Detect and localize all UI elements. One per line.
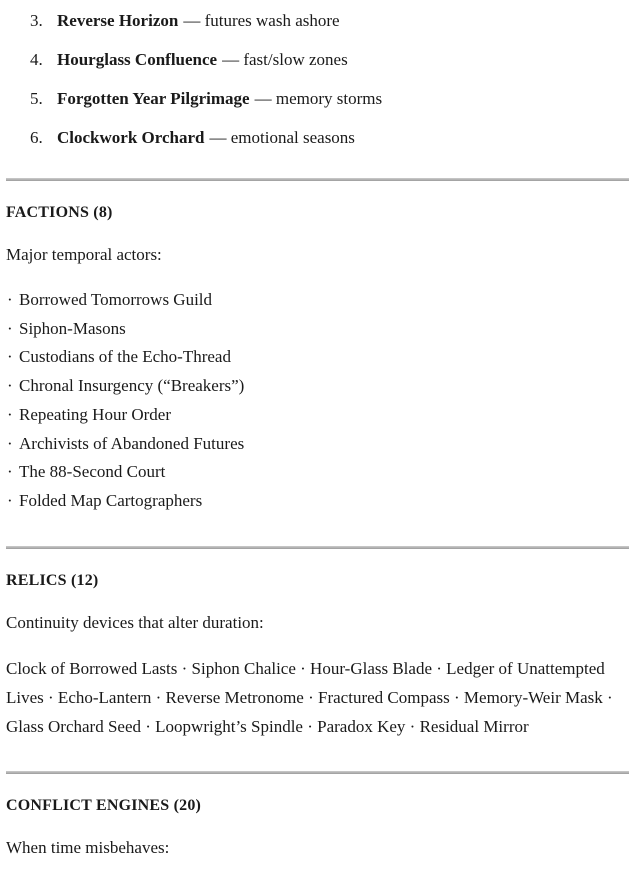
list-item-desc: — emotional seasons (209, 128, 355, 147)
list-item-number: 5. (30, 89, 43, 108)
relics-list-paragraph: Clock of Borrowed Lasts · Siphon Chalice · Hour-Glass Blade · Ledger of Unattempted Lives · Echo-Lantern · Reverse Metronome · Fractured Compass · Memory-Weir Mask · Glass Orchard Seed · Loopwright’s Spindle · Paradox Key · Residual Mirror (6, 658, 613, 736)
faction-name: Folded Map Cartographers (19, 490, 203, 510)
bullet-marker: · (7, 490, 13, 510)
list-item-name: Forgotten Year Pilgrimage (57, 89, 250, 108)
numbered-location-list (6, 0, 629, 148)
section-divider (6, 546, 629, 549)
conflict-engines-intro: When time misbehaves: (6, 837, 170, 857)
list-item-desc: — memory storms (254, 89, 383, 108)
list-item (6, 401, 629, 430)
list-item (6, 343, 629, 372)
faction-name: The 88-Second Court (19, 462, 166, 482)
factions-intro: Major temporal actors: (6, 245, 162, 264)
list-item-name: Reverse Horizon (57, 11, 179, 30)
list-item (6, 49, 629, 70)
list-item-desc: — futures wash ashore (183, 11, 340, 30)
factions-heading: FACTIONS (8) (6, 204, 113, 221)
bullet-marker: · (7, 433, 13, 453)
list-item (6, 372, 629, 401)
relics-intro: Continuity devices that alter duration: (6, 612, 264, 632)
bullet-marker: · (7, 376, 13, 396)
faction-name: Borrowed Tomorrows Guild (19, 290, 213, 309)
list-item (6, 487, 629, 516)
list-item (6, 127, 629, 148)
section-divider (6, 771, 629, 774)
bullet-marker: · (7, 318, 13, 338)
faction-name: Custodians of the Echo-Thread (19, 347, 231, 367)
list-item (6, 10, 629, 31)
list-item-desc: — fast/slow zones (222, 50, 348, 69)
factions-list (6, 286, 629, 516)
list-item-number: 4. (30, 50, 43, 69)
bullet-marker: · (7, 290, 13, 309)
list-item (6, 315, 629, 344)
relics-heading: RELICS (12) (6, 571, 99, 589)
bullet-marker: · (7, 404, 13, 424)
list-item (6, 286, 629, 315)
list-item (6, 88, 629, 109)
list-item-name: Clockwork Orchard (57, 128, 205, 147)
faction-name: Chronal Insurgency (“Breakers”) (19, 376, 245, 396)
list-item-number: 6. (30, 128, 43, 147)
list-item-number: 3. (30, 11, 43, 30)
faction-name: Repeating Hour Order (19, 404, 172, 424)
list-item (6, 458, 629, 487)
faction-name: Siphon-Masons (19, 318, 126, 338)
bullet-marker: · (7, 462, 13, 482)
list-item (6, 430, 629, 459)
section-divider (6, 178, 629, 181)
conflict-engines-heading: CONFLICT ENGINES (20) (6, 796, 202, 814)
faction-name: Archivists of Abandoned Futures (19, 433, 245, 453)
list-item-name: Hourglass Confluence (57, 50, 218, 69)
bullet-marker: · (7, 347, 13, 367)
